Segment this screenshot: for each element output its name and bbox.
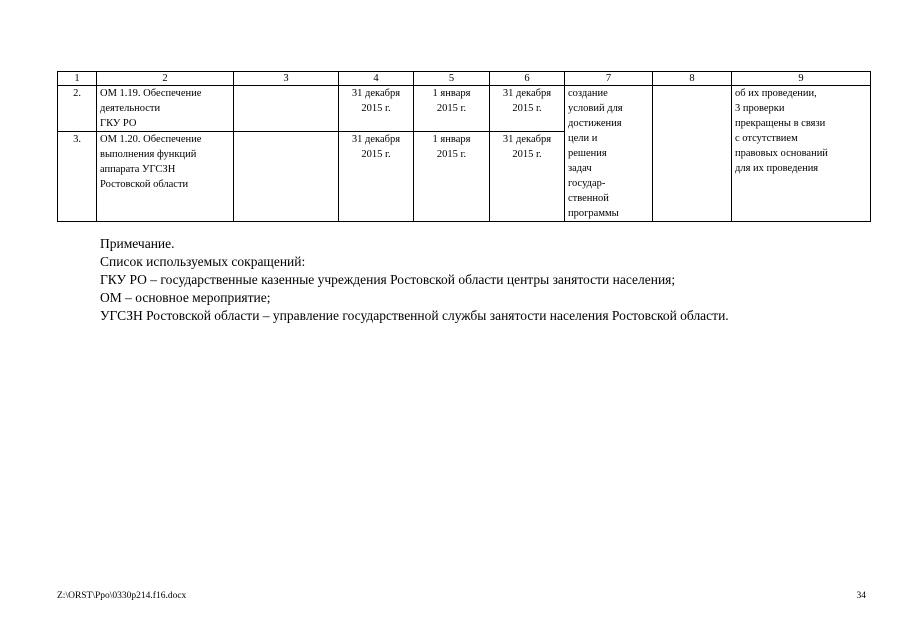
start-date-fact: 1 января 2015 г.	[414, 132, 490, 222]
footer-file-path: Z:\ORST\Ppo\0330p214.f16.docx	[57, 591, 187, 601]
header-cell-5: 5	[414, 72, 490, 86]
abbreviations-intro: Список используемых сокращений:	[100, 254, 306, 269]
header-cell-3: 3	[234, 72, 339, 86]
header-cell-9: 9	[732, 72, 871, 86]
table-header-row	[58, 72, 871, 86]
activity-name: ОМ 1.19. Обеспечение деятельности ГКУ РО	[97, 86, 234, 132]
start-date-fact: 1 января 2015 г.	[414, 86, 490, 132]
abbreviation-item: ОМ – основное мероприятие;	[100, 290, 271, 305]
responsible-cell	[234, 86, 339, 132]
expected-results: создание условий для достижения цели и решения задач государ- ственной программы	[565, 86, 653, 222]
header-cell-6: 6	[490, 72, 565, 86]
end-date-plan: 31 декабря 2015 г.	[339, 86, 414, 132]
end-date-fact: 31 декабря 2015 г.	[490, 132, 565, 222]
row-number: 2.	[58, 86, 97, 132]
reasons-note: об их проведении, 3 проверки прекращены в связи с отсутствием правовых оснований для их проведения	[732, 86, 871, 222]
abbreviation-item: ГКУ РО – государственные казенные учреждения Ростовской области центры занятости населения;	[100, 272, 676, 287]
header-cell-1: 1	[58, 72, 97, 86]
header-cell-2: 2	[97, 72, 234, 86]
abbreviation-item: УГСЗН Ростовской области – управление государственной службы занятости населения Ростовской области.	[100, 308, 729, 323]
header-cell-8: 8	[653, 72, 732, 86]
page-number: 34	[856, 591, 866, 601]
header-cell-4: 4	[339, 72, 414, 86]
header-cell-7: 7	[565, 72, 653, 86]
table-row	[58, 86, 871, 132]
note-section	[100, 235, 729, 325]
actual-results	[653, 86, 732, 222]
note-title: Примечание.	[100, 236, 175, 251]
activities-table	[57, 71, 871, 222]
responsible-cell	[234, 132, 339, 222]
row-number: 3.	[58, 132, 97, 222]
end-date-plan: 31 декабря 2015 г.	[339, 132, 414, 222]
activity-name: ОМ 1.20. Обеспечение выполнения функций аппарата УГСЗН Ростовской области	[97, 132, 234, 222]
end-date-fact: 31 декабря 2015 г.	[490, 86, 565, 132]
